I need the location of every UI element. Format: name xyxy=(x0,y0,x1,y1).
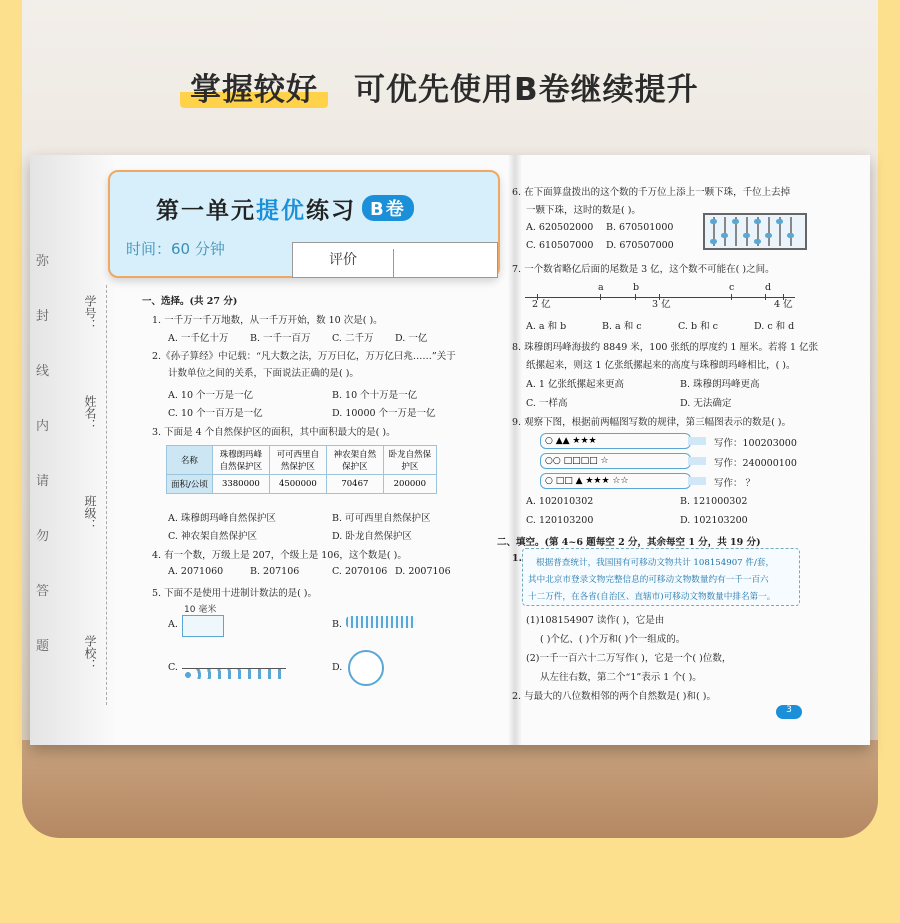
b-volume-badge: B卷 xyxy=(362,195,414,221)
clock-icon xyxy=(348,650,384,686)
option: D. 2007106 xyxy=(395,566,451,577)
arrow-icon xyxy=(688,457,706,465)
fill-1-2: (2)一千一百六十二万写作( )，它是一个( )位数， xyxy=(526,653,732,664)
class-field: 班级： xyxy=(83,495,97,531)
seal-line xyxy=(106,285,108,705)
fill-1-1-cont: ( )个亿、( )个万和( )个一组成的。 xyxy=(540,634,686,645)
evaluation-box xyxy=(292,242,498,278)
arrow-icon xyxy=(688,477,706,485)
option: D. 670507000 xyxy=(606,240,674,251)
option: A. xyxy=(168,619,178,630)
symbol-row-value: 写作： ？ xyxy=(714,478,756,489)
seal-char: 内 xyxy=(36,419,50,434)
section-1-heading: 一、选择。(共 27 分) xyxy=(142,296,238,307)
numline-label: a xyxy=(598,282,604,293)
option: B. 珠穆朗玛峰更高 xyxy=(680,379,760,390)
fill-1-number: 1. xyxy=(512,553,522,564)
page-number: 3 xyxy=(776,705,802,719)
option: D. 102103200 xyxy=(680,515,748,526)
option: B. a 和 c xyxy=(602,321,642,332)
passage-line: 根据普查统计，我国国有可移动文物共计 108154907 件/套， xyxy=(536,558,775,568)
unit-title: 第一单元提优练习 B卷 xyxy=(156,192,414,225)
question-5: 5. 下面不是使用十进制计数法的是( )。 xyxy=(152,588,318,599)
option: A. 10 个一万是一亿 xyxy=(168,390,254,401)
option: A. a 和 b xyxy=(526,321,567,332)
student-number-field: 学号： xyxy=(83,295,97,331)
seal-char: 勿 xyxy=(36,529,50,544)
table-header: 名称 xyxy=(167,446,213,475)
option: C. 2070106 xyxy=(332,566,388,577)
option: A. 2071060 xyxy=(168,566,224,577)
time-limit: 时间：60 分钟 xyxy=(126,240,225,258)
headline-part1: 掌握较好 xyxy=(180,72,328,108)
option: D. 无法确定 xyxy=(680,398,732,409)
fill-1-1: (1)108154907 读作( )，它是由 xyxy=(526,615,665,626)
numline-label: b xyxy=(633,282,640,293)
question-2: 2.《孙子算经》中记载：“凡大数之法，万万曰亿，万万亿曰兆……”关于 xyxy=(152,351,456,362)
option: A. 珠穆朗玛峰自然保护区 xyxy=(168,513,276,524)
option: B. 10 个十万是一亿 xyxy=(332,390,418,401)
fill-1-2-cont: 从左往右数，第二个“1”表示 1 个( )。 xyxy=(540,672,702,683)
section-2-heading: 二、填空。(第 4~6 题每空 2 分，其余每空 1 分，共 19 分) xyxy=(497,537,761,548)
option: B. 207106 xyxy=(250,566,300,577)
question-8-cont: 纸摞起来，则这 1 亿张纸摞起来的高度与珠穆朗玛峰相比，( )。 xyxy=(526,360,796,371)
abacus-image xyxy=(703,213,807,250)
table-header: 可可西里自然保护区 xyxy=(269,446,326,475)
option: D. 10000 个一万是一亿 xyxy=(332,408,436,419)
headline xyxy=(180,64,699,109)
seal-char: 弥 xyxy=(36,254,50,269)
option: C. b 和 c xyxy=(678,321,718,332)
table-cell: 3380000 xyxy=(212,475,269,494)
headline-part2: 可优先使用B卷继续提升 xyxy=(354,72,699,108)
symbol-row-value: 写作：240000100 xyxy=(714,458,797,469)
beads-image xyxy=(182,668,286,679)
option: A. 1 亿张纸摞起来更高 xyxy=(526,379,624,390)
question-6-cont: 一颗下珠，这时的数是( )。 xyxy=(526,205,641,216)
unit-title-card xyxy=(108,170,500,278)
option: C. 610507000 xyxy=(526,240,594,251)
symbol-row-value: 写作：100203000 xyxy=(714,438,797,449)
option: A. 102010302 xyxy=(526,496,594,507)
numline-label: d xyxy=(765,282,772,293)
fill-2: 2. 与最大的八位数相邻的两个自然数是( )和( )。 xyxy=(512,691,716,702)
option: C. 神农架自然保护区 xyxy=(168,531,257,542)
question-2-cont: 计数单位之间的关系，下面说法正确的是( )。 xyxy=(168,368,359,379)
book-gutter xyxy=(508,155,522,745)
page-shade xyxy=(30,155,114,745)
numline-label: c xyxy=(729,282,735,293)
option: C. 120103200 xyxy=(526,515,594,526)
question-8: 8. 珠穆朗玛峰海拔约 8849 米，100 张纸的厚度约 1 厘米。若将 1 亿张 xyxy=(512,342,819,353)
table-cell: 4500000 xyxy=(269,475,326,494)
table-cell: 200000 xyxy=(383,475,436,494)
option: D. 卧龙自然保护区 xyxy=(332,531,412,542)
option: C. 10 个一百万是一亿 xyxy=(168,408,263,419)
option: C. 一样高 xyxy=(526,398,568,409)
option: A. 620502000 xyxy=(526,222,594,233)
option: B. 一千一百万 xyxy=(250,333,311,344)
passage-line: 十二万件，在各省(自治区、直辖市)可移动文物数量中排名第一。 xyxy=(528,592,776,602)
option: A. 一千亿十万 xyxy=(168,333,229,344)
option: D. xyxy=(332,662,343,673)
option: D. c 和 d xyxy=(754,321,795,332)
option: B. xyxy=(332,619,343,630)
question-3: 3. 下面是 4 个自然保护区的面积，其中面积最大的是( )。 xyxy=(152,427,396,438)
seal-char: 封 xyxy=(36,309,50,324)
question-7: 7. 一个数省略亿后面的尾数是 3 亿，这个数不可能在( )之间。 xyxy=(512,264,775,275)
evaluation-label: 评价 xyxy=(293,249,394,277)
ruler-image xyxy=(182,615,224,637)
ruler-caption: 10 毫米 xyxy=(184,605,217,615)
seal-char: 线 xyxy=(36,364,50,379)
option: B. 121000302 xyxy=(680,496,748,507)
table-header: 卧龙自然保护区 xyxy=(383,446,436,475)
symbol-row: ○ □□ ▲ ★★★ ☆☆ xyxy=(540,473,691,489)
option: B. 670501000 xyxy=(606,222,674,233)
wood-shelf xyxy=(22,740,878,838)
coil-image xyxy=(346,616,416,628)
table-header: 珠穆朗玛峰自然保护区 xyxy=(212,446,269,475)
question-4: 4. 有一个数，万级上是 207，个级上是 106，这个数是( )。 xyxy=(152,550,407,561)
row-label: 面积/公顷 xyxy=(167,475,213,494)
option: C. xyxy=(168,662,178,673)
question-9: 9. 观察下图，根据前两幅图写数的规律，第三幅图表示的数是( )。 xyxy=(512,417,792,428)
arrow-icon xyxy=(688,437,706,445)
symbol-row: ○○ □□□□ ☆ xyxy=(540,453,691,469)
numline-label: 3 亿 xyxy=(652,299,671,310)
seal-char: 题 xyxy=(36,639,50,654)
reserve-area-table xyxy=(166,445,437,494)
symbol-row: ○ ▲▲ ★★★ xyxy=(540,433,691,449)
numline-label: 4 亿 xyxy=(774,299,793,310)
table-cell: 70467 xyxy=(326,475,383,494)
option: D. 一亿 xyxy=(395,333,428,344)
question-1: 1. 一千万一千万地数，从一千万开始，数 10 次是( )。 xyxy=(152,315,383,326)
option: C. 二千万 xyxy=(332,333,374,344)
option: B. 可可西里自然保护区 xyxy=(332,513,431,524)
school-field: 学校： xyxy=(83,635,97,671)
question-6: 6. 在下面算盘拨出的这个数的千万位上添上一颗下珠，千位上去掉 xyxy=(512,187,791,198)
name-field: 姓名： xyxy=(83,395,97,431)
passage-line: 其中北京市登录文物完整信息的可移动文物数量约有一千一百六 xyxy=(528,575,769,585)
table-header: 神农架自然保护区 xyxy=(326,446,383,475)
seal-char: 答 xyxy=(36,584,50,599)
numline-label: 2 亿 xyxy=(532,299,551,310)
seal-char: 请 xyxy=(36,474,50,489)
